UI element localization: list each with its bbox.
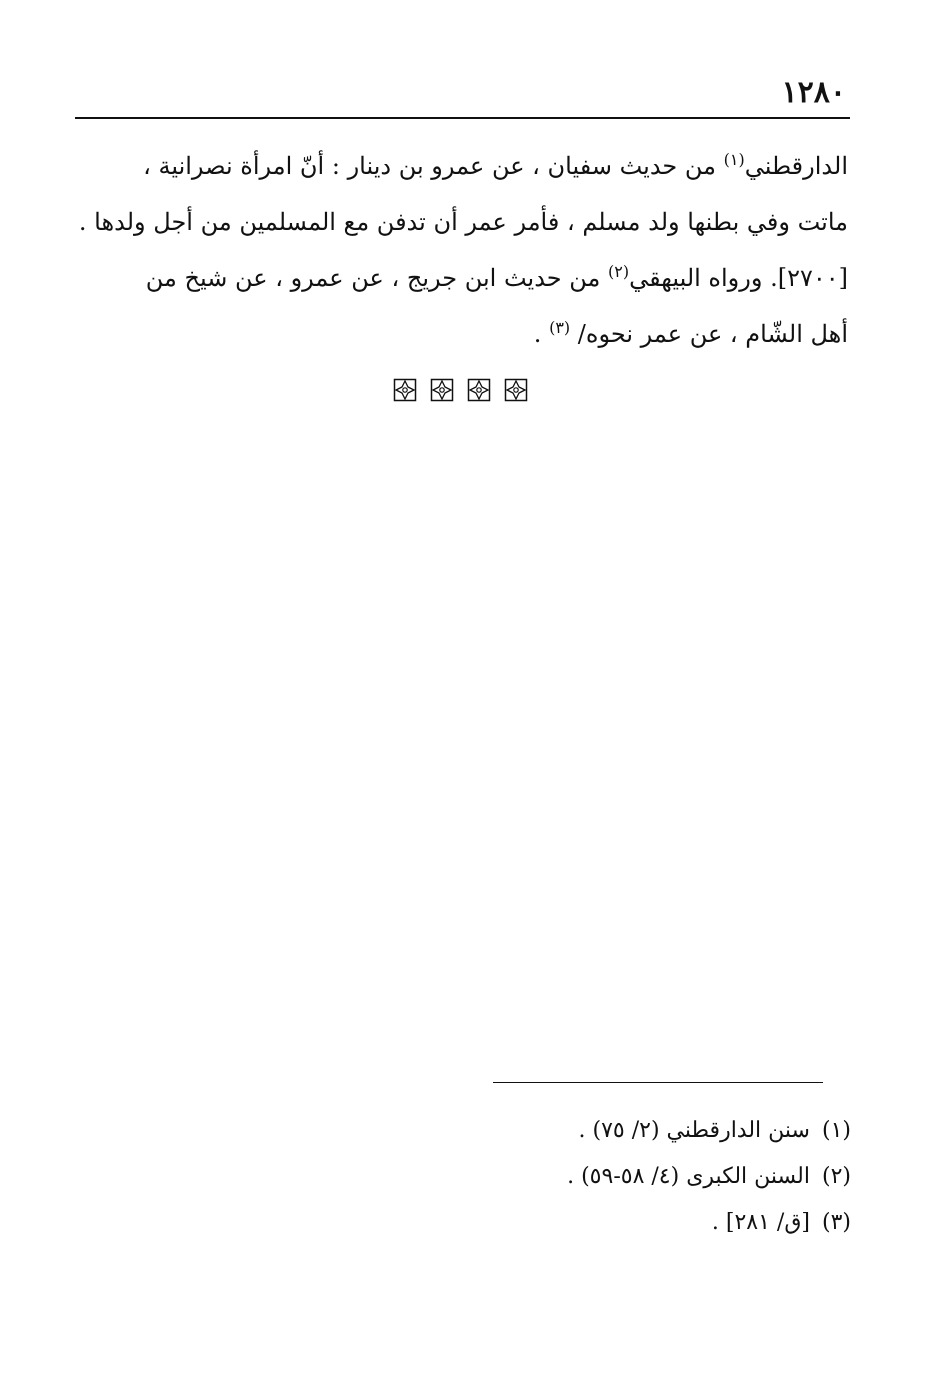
decorative-knot-icon bbox=[504, 378, 528, 402]
page-number: ١٢٨٠ bbox=[781, 75, 846, 110]
footnote-2 bbox=[351, 1154, 851, 1200]
section-end-ornaments bbox=[393, 378, 528, 404]
footnotes bbox=[351, 1108, 851, 1246]
text-segment: الدارقطني bbox=[744, 152, 848, 180]
header-divider bbox=[75, 117, 850, 119]
text-segment: أهل الشّام ، عن عمر نحوه/ bbox=[570, 320, 848, 348]
footnote-reference-1[interactable]: (١) bbox=[723, 150, 745, 169]
footnote-reference-3[interactable]: (٣) bbox=[549, 318, 571, 337]
text-line-4 bbox=[78, 306, 848, 362]
text-segment: من حديث سفيان ، عن عمرو بن دينار : أنّ امرأة نصرانية ، bbox=[143, 152, 724, 180]
footnote-divider bbox=[493, 1082, 823, 1083]
text-line-1 bbox=[78, 138, 848, 194]
footnote-marker: (٢) bbox=[821, 1164, 851, 1189]
footnote-1 bbox=[351, 1108, 851, 1154]
text-segment: [٢٧٠٠]. ورواه البيهقي bbox=[629, 264, 848, 292]
paragraph bbox=[78, 138, 848, 362]
text-segment: . bbox=[533, 320, 550, 348]
main-text bbox=[78, 138, 848, 362]
text-segment: من حديث ابن جريج ، عن عمرو ، عن شيخ من bbox=[145, 264, 609, 292]
footnote-marker: (٣) bbox=[821, 1210, 851, 1235]
footnote-text: السنن الكبرى (٤/ ٥٨-٥٩) . bbox=[567, 1164, 810, 1189]
footnote-marker: (١) bbox=[821, 1118, 851, 1143]
footnote-reference-2[interactable]: (٢) bbox=[608, 262, 630, 281]
decorative-knot-icon bbox=[467, 378, 491, 402]
text-line-3 bbox=[78, 250, 848, 306]
decorative-knot-icon bbox=[430, 378, 454, 402]
text-line-2: ماتت وفي بطنها ولد مسلم ، فأمر عمر أن تدفن مع المسلمين من أجل ولدها . bbox=[78, 208, 848, 236]
footnote-text: سنن الدارقطني (٢/ ٧٥) . bbox=[578, 1118, 810, 1143]
footnote-3 bbox=[351, 1200, 851, 1246]
decorative-knot-icon bbox=[393, 378, 417, 402]
footnote-text: [ق/ ٢٨١] . bbox=[711, 1210, 810, 1235]
